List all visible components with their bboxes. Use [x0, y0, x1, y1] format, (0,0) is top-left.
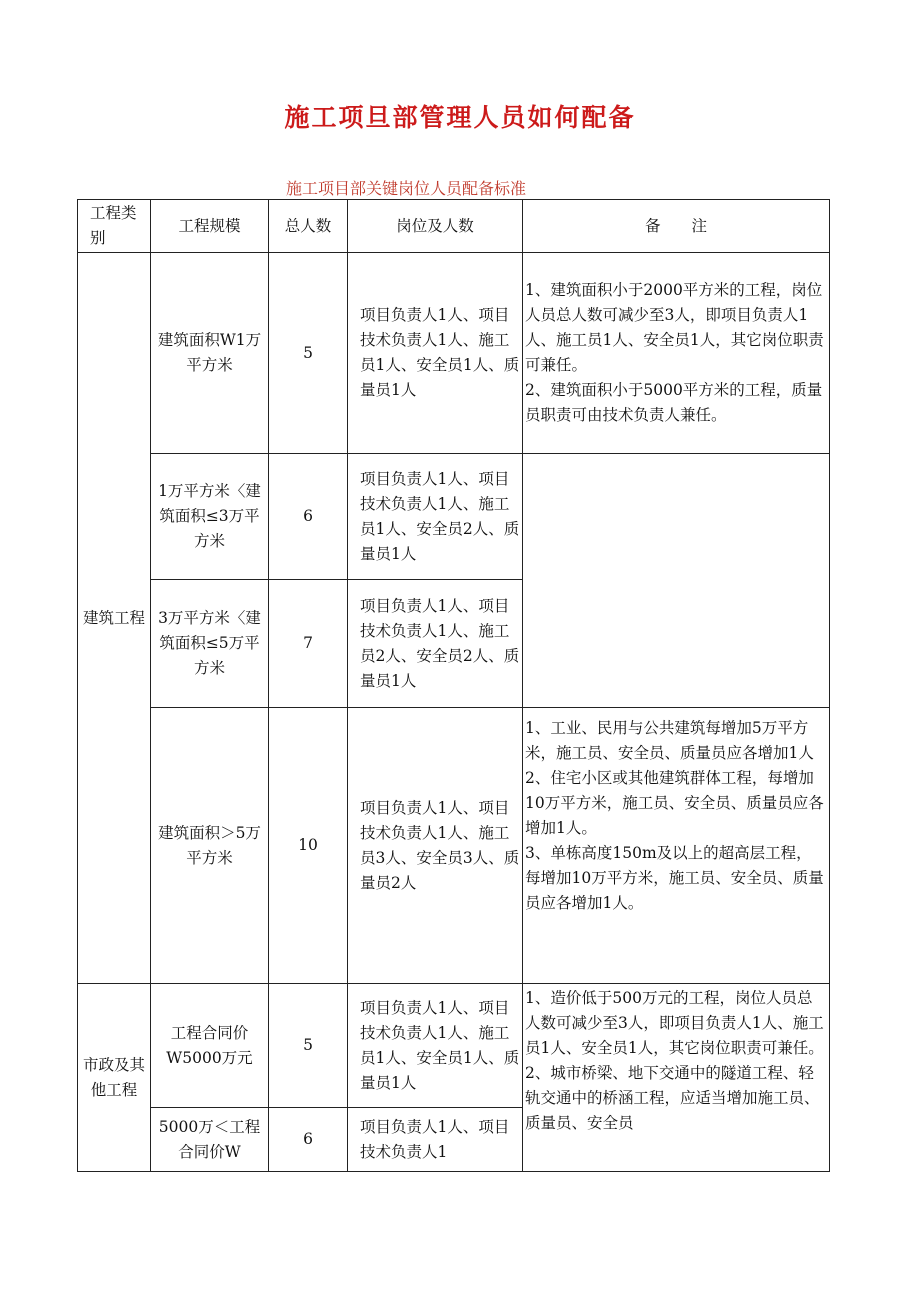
- positions-text: 项目负责人1人、项目技术负责人1人、施工员2人、安全员2人、质量员1人: [360, 596, 520, 690]
- scale-cell: 建筑面积W1万平方米: [151, 253, 269, 454]
- document-title: 施工项旦部管理人员如何配备: [284, 103, 636, 132]
- positions-text: 项目负责人1人、项目技术负责人1: [360, 1117, 510, 1161]
- total-cell: 5: [269, 253, 348, 454]
- positions-text: 项目负责人1人、项目技术负责人1人、施工员3人、安全员3人、质量员2人: [360, 798, 520, 892]
- scale-cell: 5000万＜工程合同价W: [151, 1108, 269, 1172]
- header-total: 总人数: [269, 200, 348, 253]
- header-category: 工程类别: [78, 200, 151, 253]
- scale-cell: 3万平方米〈建筑面积≤5万平方米: [151, 580, 269, 708]
- total-cell: 10: [269, 708, 348, 984]
- scale-cell: 1万平方米〈建筑面积≤3万平方米: [151, 454, 269, 580]
- table-row: [78, 253, 830, 454]
- category-cell: 市政及其他工程: [78, 984, 151, 1172]
- total-cell: 6: [269, 454, 348, 580]
- positions-cell: [348, 708, 523, 984]
- header-notes: 备 注: [523, 200, 830, 253]
- positions-cell: [348, 580, 523, 708]
- table-row: [78, 708, 830, 984]
- positions-text: 项目负责人1人、项目技术负责人1人、施工员1人、安全员1人、质量员1人: [360, 306, 520, 399]
- positions-text: 项目负责人1人、项目技术负责人1人、施工员1人、安全员1人、质量员1人: [360, 998, 520, 1092]
- notes-cell-empty: [523, 454, 830, 708]
- table-row: [78, 984, 830, 1108]
- total-cell: 5: [269, 984, 348, 1108]
- table-row: [78, 454, 830, 580]
- positions-text: 项目负责人1人、项目技术负责人1人、施工员1人、安全员2人、质量员1人: [360, 469, 520, 563]
- positions-cell: [348, 1108, 523, 1172]
- header-row: [78, 200, 830, 253]
- scale-cell: 建筑面积＞5万平方米: [151, 708, 269, 984]
- staffing-table: [77, 199, 830, 1172]
- header-scale: 工程规模: [151, 200, 269, 253]
- notes-cell: 1、建筑面积小于2000平方米的工程，岗位人员总人数可减少至3人，即项目负责人1人、施工员1人、安全员1人，其它岗位职责可兼任。 2、建筑面积小于5000平方米的工程，质量员职责可由技术负责人兼任。: [523, 253, 830, 454]
- scale-cell: 工程合同价W5000万元: [151, 984, 269, 1108]
- positions-cell: [348, 253, 523, 454]
- total-cell: 6: [269, 1108, 348, 1172]
- positions-cell: [348, 454, 523, 580]
- notes-cell: 1、工业、民用与公共建筑每增加5万平方米，施工员、安全员、质量员应各增加1人 2、住宅小区或其他建筑群体工程，每增加10万平方米，施工员、安全员、质量员应各增加1人。 3、单栋高度150m及以上的超高层工程，每增加10万平方米，施工员、安全员、质量员应各增加1人。: [523, 708, 830, 984]
- category-cell: 建筑工程: [78, 253, 151, 984]
- positions-cell: [348, 984, 523, 1108]
- notes-cell: 1、造价低于500万元的工程，岗位人员总人数可减少至3人，即项目负责人1人、施工员1人、安全员1人，其它岗位职责可兼任。 2、城市桥梁、地下交通中的隧道工程、轻轨交通中的桥涵工程，应适当增加施工员、质量员、安全员: [523, 984, 830, 1172]
- total-cell: 7: [269, 580, 348, 708]
- table-caption: 施工项目部关键岗位人员配备标准: [286, 179, 527, 198]
- header-positions: 岗位及人数: [348, 200, 523, 253]
